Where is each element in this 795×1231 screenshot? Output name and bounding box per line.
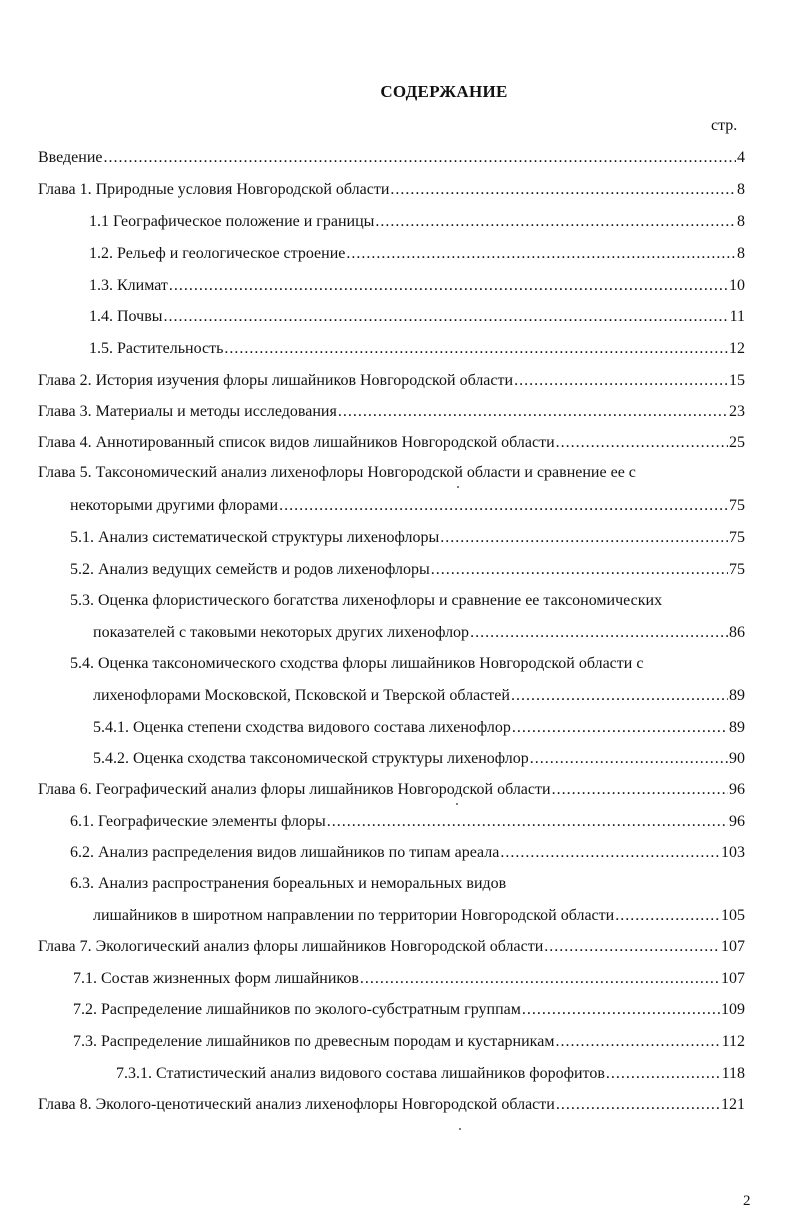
dot-leader (544, 937, 720, 957)
toc-entry[interactable] (93, 623, 745, 643)
toc-entry-text: Глава 1. Природные условия Новгородской области (38, 181, 390, 198)
toc-entry-text: Введение (38, 149, 103, 166)
dot-leader (390, 180, 736, 200)
dot-leader (615, 906, 720, 926)
toc-entry[interactable] (93, 906, 745, 926)
toc-entry-page: 8 (737, 245, 745, 262)
toc-entry-text: Глава 3. Материалы и методы исследования (38, 403, 337, 420)
dot-leader (552, 780, 728, 800)
toc-entry-text: 5.4. Оценка таксономического сходства флоры лишайников Новгородской области с (70, 655, 644, 672)
toc-entry-text: 7.3. Распределение лишайников по древесным породам и кустарникам (73, 1033, 555, 1050)
toc-entry-page: 105 (721, 907, 745, 924)
toc-entry-page: 75 (729, 561, 745, 578)
toc-entry-text: 5.2. Анализ ведущих семейств и родов лихенофлоры (70, 561, 430, 578)
toc-entry[interactable] (70, 843, 745, 863)
toc-entry[interactable] (73, 969, 745, 989)
toc-entry[interactable] (38, 402, 745, 422)
toc-entry-text: 5.3. Оценка флористического богатства лихенофлоры и сравнение ее таксономических (70, 592, 663, 609)
dot-leader (224, 339, 728, 359)
toc-entry-text: 1.5. Растительность (89, 340, 224, 357)
dot-leader (327, 812, 728, 832)
toc-entry-page: 103 (721, 844, 745, 861)
scan-speck (459, 1128, 461, 1130)
toc-entry-page: 8 (737, 213, 745, 230)
toc-entry[interactable] (38, 371, 745, 391)
toc-entry-text: Глава 2. История изучения флоры лишайников Новгородской области (38, 372, 514, 389)
toc-entry-page: 25 (729, 434, 745, 451)
toc-entry[interactable] (38, 180, 745, 200)
dot-leader (169, 276, 728, 296)
toc-entry[interactable] (38, 148, 745, 168)
toc-entry-text: 6.3. Анализ распространения бореальных и неморальных видов (70, 875, 507, 892)
dot-leader (440, 528, 728, 548)
toc-entry-text: Глава 6. Географический анализ флоры лишайников Новгородской области (38, 781, 551, 798)
toc-entry[interactable] (89, 276, 745, 296)
toc-entry[interactable] (73, 1032, 745, 1052)
toc-entry-page: 75 (729, 529, 745, 546)
dot-leader (556, 433, 728, 453)
toc-entry-page: 8 (737, 181, 745, 198)
toc-entry-text: 7.2. Распределение лишайников по эколого-субстратным группам (73, 1001, 521, 1018)
toc-entry-page: 15 (729, 372, 745, 389)
toc-entry-page: 107 (721, 970, 745, 987)
toc-entry-text: Глава 5. Таксономический анализ лихенофлоры Новгородской области и сравнение ее с (38, 464, 636, 481)
toc-entry-page: 10 (729, 277, 745, 294)
toc-entry[interactable] (89, 339, 745, 359)
toc-entry-text: Глава 7. Экологический анализ флоры лишайников Новгородской области (38, 938, 544, 955)
page-title: СОДЕРЖАНИЕ (380, 82, 508, 101)
dot-leader (512, 718, 728, 738)
toc-entry[interactable] (73, 1000, 745, 1020)
toc-entry-page: 89 (729, 687, 745, 704)
toc-entry-page: 112 (721, 1033, 745, 1050)
toc-entry-page: 23 (729, 403, 745, 420)
toc-entry[interactable] (70, 560, 745, 580)
toc-entry-page: 107 (721, 938, 745, 955)
toc-entry-page: 96 (729, 781, 745, 798)
dot-leader (360, 969, 720, 989)
toc-entry-text: 1.1 Географическое положение и границы (89, 213, 375, 230)
toc-entry-page: 121 (721, 1096, 745, 1113)
toc-entry-text-cont: лихенофлорами Московской, Псковской и Тверской областей (93, 687, 510, 704)
toc-entry[interactable] (38, 780, 745, 800)
dot-leader (104, 148, 737, 168)
toc-entry-text: Глава 8. Эколого-ценотический анализ лихенофлоры Новгородской области (38, 1096, 555, 1113)
toc-entry[interactable] (89, 212, 745, 232)
toc-entry-text: 6.1. Географические элементы флоры (70, 813, 326, 830)
dot-leader (375, 212, 736, 232)
toc-entry-text: 7.3.1. Статистический анализ видового состава лишайников форофитов (116, 1065, 605, 1082)
toc-entry-text: 1.3. Климат (89, 277, 168, 294)
toc-entry[interactable] (38, 433, 745, 453)
toc-entry[interactable] (93, 718, 745, 738)
toc-entry[interactable] (38, 937, 745, 957)
toc-entry-page: 109 (721, 1001, 745, 1018)
toc-entry-text: Глава 4. Аннотированный список видов лишайников Новгородской области (38, 434, 555, 451)
toc-entry[interactable] (93, 686, 745, 706)
toc-entry-text: 7.1. Состав жизненных форм лишайников (73, 970, 359, 987)
toc-entry[interactable] (89, 307, 745, 327)
toc-entry-text: 1.4. Почвы (89, 308, 163, 325)
dot-leader (500, 843, 720, 863)
toc-entry-page: 90 (729, 750, 745, 767)
toc-entry-page: 75 (729, 497, 745, 514)
toc-entry-page: 118 (721, 1065, 745, 1082)
dot-leader (555, 1032, 720, 1052)
dot-leader (530, 749, 728, 769)
toc-entry[interactable] (116, 1064, 745, 1084)
toc-entry-text: 6.2. Анализ распределения видов лишайников по типам ареала (70, 844, 500, 861)
dot-leader (431, 560, 728, 580)
dot-leader (511, 686, 728, 706)
page-column-label: стр. (711, 117, 738, 134)
toc-entry-page: 96 (729, 813, 745, 830)
toc-entry[interactable] (38, 1095, 745, 1115)
dot-leader (346, 244, 736, 264)
dot-leader (164, 307, 729, 327)
toc-entry-page: 86 (729, 624, 745, 641)
toc-entry-text: 1.2. Рельеф и геологическое строение (89, 245, 346, 262)
dot-leader (470, 623, 728, 643)
toc-entry-text: 5.4.1. Оценка степени сходства видового состава лихенофлор (93, 719, 511, 736)
toc-entry-text: 5.4.2. Оценка сходства таксономической структуры лихенофлор (93, 750, 529, 767)
scan-speck (457, 486, 459, 488)
dot-leader (556, 1095, 720, 1115)
page-number: 2 (743, 1193, 751, 1209)
dot-leader (514, 371, 728, 391)
toc-entry-page: 12 (729, 340, 745, 357)
toc-entry[interactable] (89, 244, 745, 264)
toc-entry[interactable] (70, 528, 745, 548)
toc-entry-text-cont: показателей с таковыми некоторых других лихенофлор (93, 624, 470, 641)
dot-leader (522, 1000, 720, 1020)
toc-entry-page: 89 (729, 719, 745, 736)
toc-entry[interactable] (70, 496, 745, 516)
toc-entry[interactable] (70, 812, 745, 832)
toc-entry-text-cont: некоторыми другими флорами (70, 497, 279, 514)
toc-entry-text: 5.1. Анализ систематической структуры лихенофлоры (70, 529, 440, 546)
dot-leader (338, 402, 728, 422)
toc-entry-page: 4 (737, 149, 745, 166)
dot-leader (606, 1064, 721, 1084)
scan-speck (456, 803, 458, 805)
toc-entry-text-cont: лишайников в широтном направлении по территории Новгородской области (93, 907, 615, 924)
toc-entry[interactable] (93, 749, 745, 769)
dot-leader (279, 496, 728, 516)
toc-entry-page: 11 (729, 308, 745, 325)
